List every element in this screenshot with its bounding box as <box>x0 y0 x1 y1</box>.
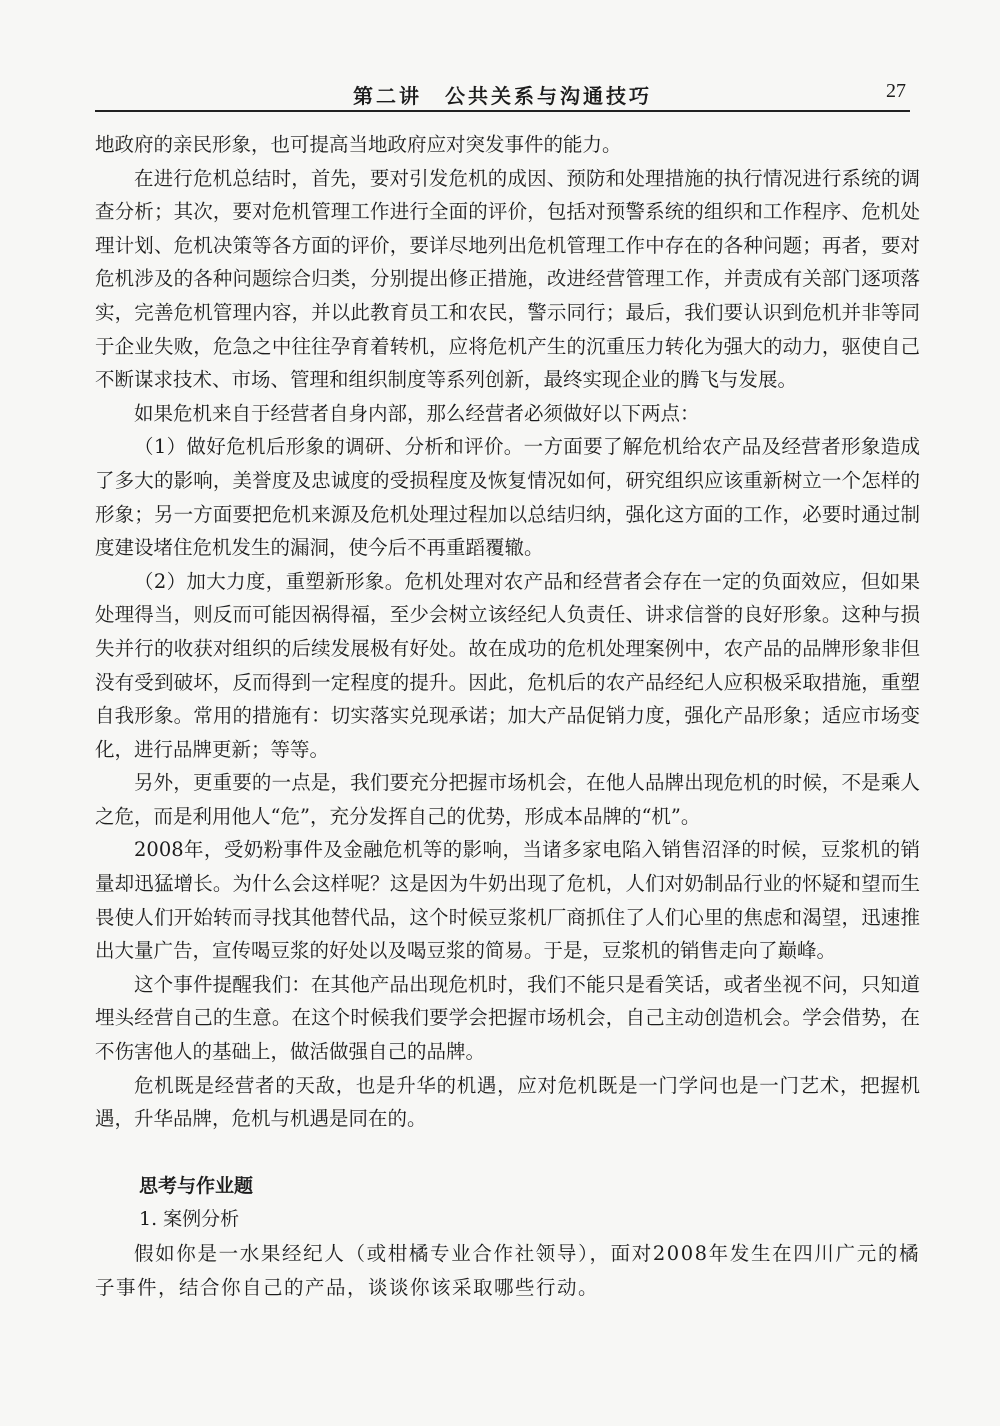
case-analysis-heading: 1. 案例分析 <box>139 1208 240 1231</box>
paragraph-point-2: （2）加大力度，重塑新形象。危机处理对农产品和经营者会存在一定的负面效应，但如果处理得当，则反而可能因祸得福，至少会树立该经纪人负责任、讲求信誉的良好形象。这种与损失并行的收获对组织的后续发展极有好处。故在成功的危机处理案例中，农产品的品牌形象非但没有受到破坏，反而得到一定程度的提升。因此，危机后的农产品经纪人应积极采取措施，重塑自我形象。常用的措施有：切实落实兑现承诺；加大产品促销力度，强化产品形象；适应市场变化，进行品牌更新；等等。 <box>95 569 920 761</box>
paragraph-conclusion: 危机既是经营者的天敌，也是升华的机遇，应对危机既是一门学问也是一门艺术，把握机遇，升华品牌，危机与机遇是同在的。 <box>95 1073 920 1131</box>
paragraph-crisis-summary: 在进行危机总结时，首先，要对引发危机的成因、预防和处理措施的执行情况进行系统的调查分析；其次，要对危机管理工作进行全面的评价，包括对预警系统的组织和工作程序、危机处理计划、危机决策等各方面的评价，要详尽地列出危机管理工作中存在的各种问题；再者，要对危机涉及的各种问题综合归类，分别提出修正措施，改进经营管理工作，并责成有关部门逐项落实，完善危机管理内容，并以此教育员工和农民，警示同行；最后，我们要认识到危机并非等同于企业失败，危急之中往往孕育着转机，应将危机产生的沉重压力转化为强大的动力，驱使自己不断谋求技术、市场、管理和组织制度等系列创新，最终实现企业的腾飞与发展。 <box>95 166 920 392</box>
paragraph-internal-crisis: 如果危机来自于经营者自身内部，那么经营者必须做好以下两点： <box>134 401 700 425</box>
paragraph-continued: 地政府的亲民形象，也可提高当地政府应对突发事件的能力。 <box>95 133 622 156</box>
page-number: 27 <box>886 80 906 102</box>
paragraph-market-opportunity: 另外，更重要的一点是，我们要充分把握市场机会，在他人品牌出现危机的时候，不是乘人之危，而是利用他人“危”，充分发挥自己的优势，形成本品牌的“机”。 <box>95 771 920 828</box>
paragraph-point-1: （1）做好危机后形象的调研、分析和评价。一方面要了解危机给农产品及经营者形象造成了多大的影响，美誉度及忠诚度的受损程度及恢复情况如何，研究组织应该重新树立一个怎样的形象；另一方面要把危机来源及危机处理过程加以总结归纳，强化这方面的工作，必要时通过制度建设堵住危机发生的漏洞，使今后不再重蹈覆辙。 <box>95 435 920 560</box>
running-header <box>95 76 910 112</box>
exercise-task: 假如你是一水果经纪人（或柑橘专业合作社领导），面对2008年发生在四川广元的橘子事件，结合你自己的产品，谈谈你该采取哪些行动。 <box>95 1242 920 1299</box>
paragraph-soymilk-case: 2008年，受奶粉事件及金融危机等的影响，当诸多家电陷入销售沼泽的时候，豆浆机的销量却迅猛增长。为什么会这样呢？这是因为牛奶出现了危机，人们对奶制品行业的怀疑和望而生畏使人们开始转而寻找其他替代品，这个时候豆浆机厂商抓住了人们心里的焦虑和渴望，迅速推出大量广告，宣传喝豆浆的好处以及喝豆浆的简易。于是，豆浆机的销售走向了巅峰。 <box>95 838 920 963</box>
paragraph-lesson: 这个事件提醒我们：在其他产品出现危机时，我们不能只是看笑话，或者坐视不问，只知道埋头经营自己的生意。在这个时候我们要学会把握市场机会，自己主动创造机会。学会借势，在不伤害他人的基础上，做活做强自己的品牌。 <box>95 972 920 1064</box>
section-gap <box>95 1136 920 1170</box>
chapter-title: 第二讲 公共关系与沟通技巧 <box>353 84 652 108</box>
page-body <box>95 128 920 1304</box>
exercises-heading: 思考与作业题 <box>139 1174 254 1197</box>
